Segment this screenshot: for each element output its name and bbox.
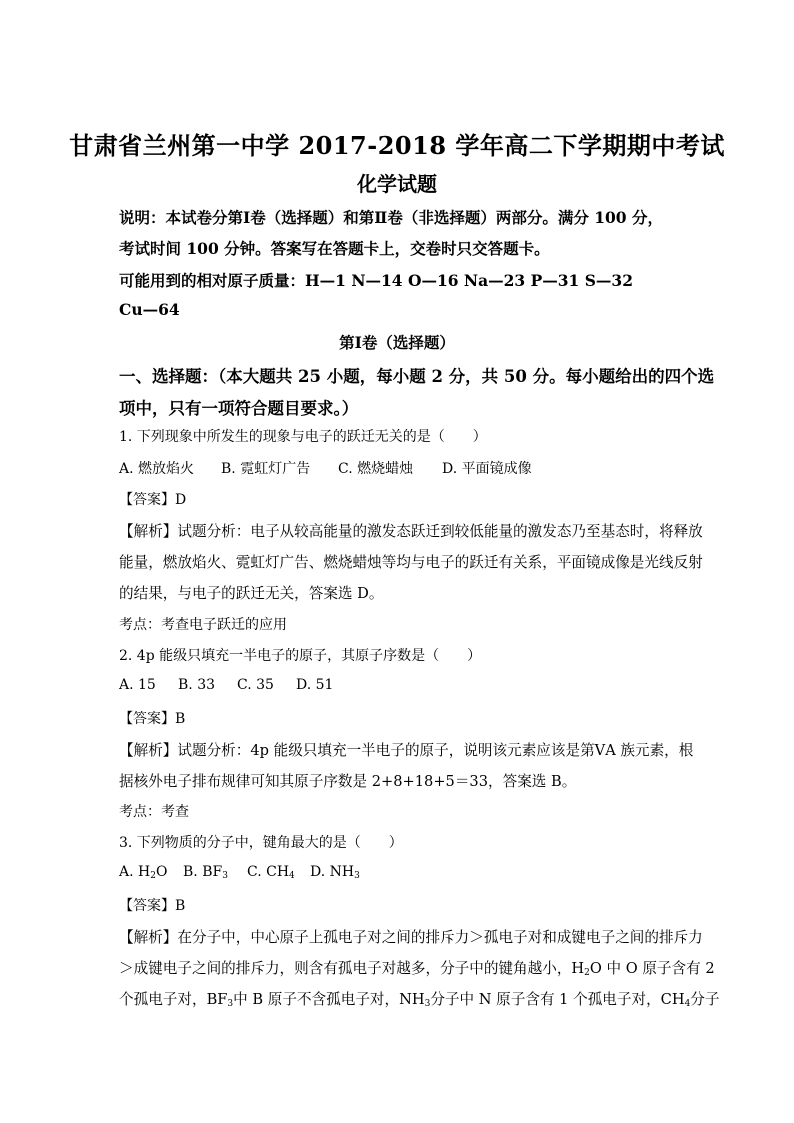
q1-option-c: C. 燃烧蜡烛 — [338, 461, 414, 477]
q1-answer: 【答案】D — [119, 492, 187, 508]
atomic-mass-line-2: Cu—64 — [119, 300, 180, 319]
q1-options — [119, 458, 532, 478]
intro-line-2: 考试时间 100 分钟。答案写在答题卡上，交卷时只交答题卡。 — [119, 239, 550, 258]
q3-option-a: A. $H_2O$ — [119, 864, 168, 881]
q3-options — [119, 864, 360, 881]
q3-analysis-2: ＞成键电子之间的排斥力，则含有孤电子对越多，分子中的键角越小，$H_2O$ 中 O 原子含有 2 — [119, 960, 715, 978]
q2-analysis-1: 【解析】试题分析：4p 能级只填充一半电子的原子，说明该元素应该是第ⅤA 族元素，根 — [119, 742, 694, 759]
q1-analysis-3: 的结果，与电子的跃迁无关，答案选 D。 — [119, 585, 384, 602]
intro-line-1: 说明：本试卷分第Ⅰ卷（选择题）和第Ⅱ卷（非选择题）两部分。满分 100 分， — [119, 208, 663, 227]
q1-option-b: B. 霓虹灯广告 — [221, 461, 311, 477]
q2-options — [119, 677, 333, 693]
q3-answer: 【答案】B — [119, 898, 186, 914]
section-instruction-1: 一、选择题：（本大题共 25 小题，每小题 2 分，共 50 分。每小题给出的四个选 — [119, 367, 715, 386]
q2-point: 考点：考查 — [119, 804, 189, 820]
q2-option-b: B. 33 — [178, 677, 216, 693]
q2-option-a: A. 15 — [119, 677, 156, 693]
q3-option-d: D. $NH_3$ — [310, 864, 360, 881]
section-instruction-2: 项中，只有一项符合题目要求。） — [119, 399, 359, 418]
section-title: 第Ⅰ卷（选择题） — [339, 333, 455, 352]
q1-point: 考点：考查电子跃迁的应用 — [119, 617, 287, 633]
q1-stem: 1. 下列现象中所发生的现象与电子的跃迁无关的是（ ） — [119, 429, 487, 445]
q2-analysis-2: 据核外电子排布规律可知其原子序数是 2+8+18+5＝33，答案选 B。 — [119, 773, 577, 790]
q2-option-c: C. 35 — [237, 677, 274, 693]
q1-analysis-1: 【解析】试题分析：电子从较高能量的激发态跃迁到较低能量的激发态乃至基态时，将释放 — [119, 523, 703, 540]
q3-stem: 3. 下列物质的分子中，键角最大的是（ ） — [119, 835, 403, 851]
q3-option-b: B. $BF_3$ — [183, 864, 228, 881]
page-title: 甘肃省兰州第一中学 2017-2018 学年高二下学期期中考试 — [69, 131, 725, 160]
q2-answer: 【答案】B — [119, 711, 186, 727]
q2-option-d: D. 51 — [296, 677, 334, 693]
q1-analysis-2: 能量，燃放焰火、霓虹灯广告、燃烧蜡烛等均与电子的跃迁有关系，平面镜成像是光线反射 — [119, 554, 703, 571]
page-subtitle: 化学试题 — [357, 172, 437, 196]
q1-option-d: D. 平面镜成像 — [442, 461, 532, 477]
q3-option-c: C. $CH_4$ — [247, 864, 295, 881]
q3-analysis-1: 【解析】在分子中，中心原子上孤电子对之间的排斥力＞孤电子对和成键电子之间的排斥力 — [119, 929, 703, 946]
q2-stem: 2. 4p 能级只填充一半电子的原子，其原子序数是（ ） — [119, 648, 482, 664]
atomic-mass-line-1: 可能用到的相对原子质量：H—1 N—14 O—16 Na—23 P—31 S—32 — [119, 271, 633, 290]
q3-analysis-3: 个孤电子对，$BF_3$中 B 原子不含孤电子对，$NH_3$分子中 N 原子含有 1 个孤电子对，$CH_4$分子 — [119, 991, 720, 1009]
q1-option-a: A. 燃放焰火 — [119, 461, 195, 477]
